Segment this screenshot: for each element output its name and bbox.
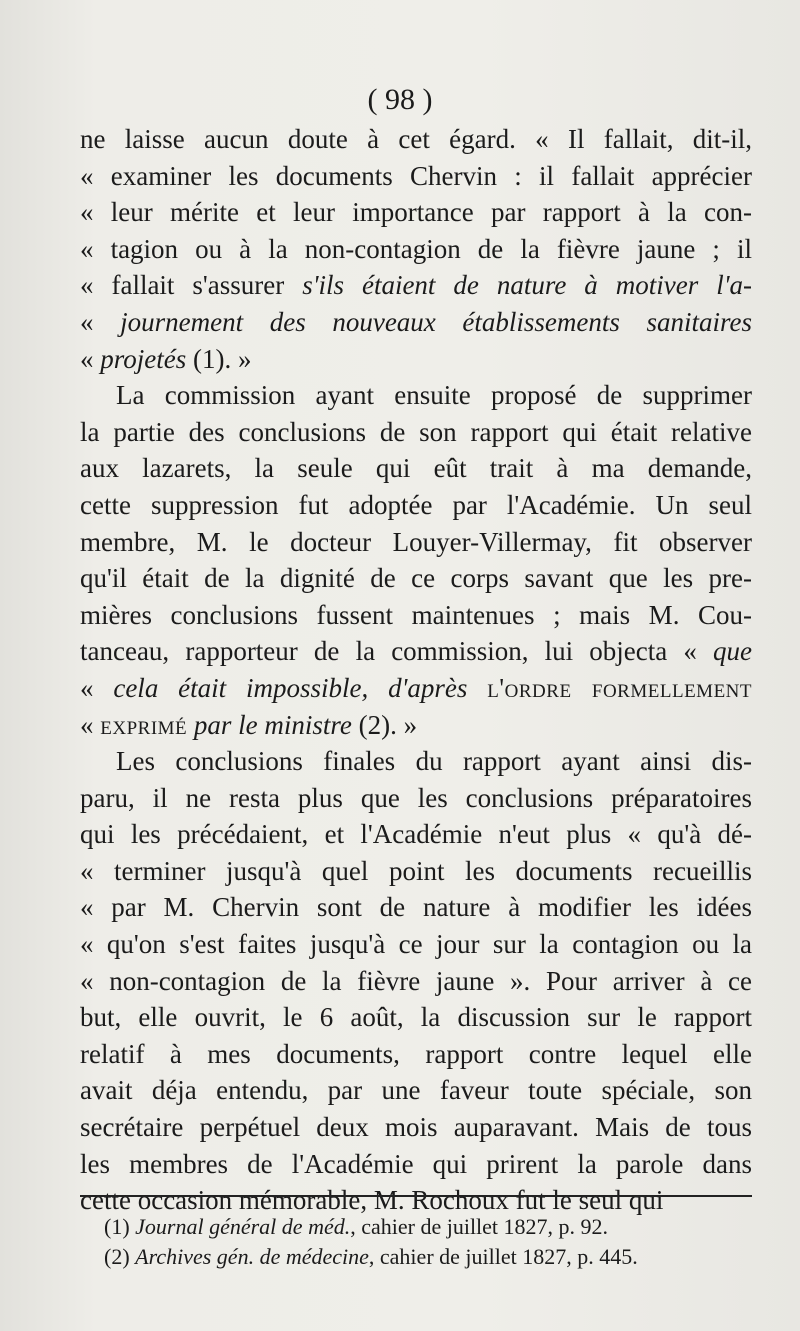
italic-span: journement des nouveaux établissements sanitaires	[120, 306, 752, 337]
text-line: avait déja entendu, par une faveur toute spéciale, son	[80, 1075, 752, 1106]
text-line: « examiner les documents Chervin : il fallait apprécier	[80, 160, 752, 191]
text-line: mières conclusions fussent maintenues ; mais M. Cou-	[80, 599, 752, 630]
text-line: membre, M. le docteur Louyer-Villermay, fit observer	[80, 526, 752, 557]
text-line: qu'il était de la dignité de ce corps savant que les pre-	[80, 563, 752, 594]
text-line: « leur mérite et leur importance par rapport à la con-	[80, 197, 752, 228]
text-line: « non-contagion de la fièvre jaune ». Pour arriver à ce	[80, 965, 752, 996]
text-line: cette suppression fut adoptée par l'Académie. Un seul	[80, 489, 752, 520]
text-line: les membres de l'Académie qui prirent la parole dans	[80, 1148, 752, 1179]
text-line: qui les précédaient, et l'Académie n'eut plus « qu'à dé-	[80, 819, 752, 850]
text-line: Les conclusions finales du rapport ayant ainsi dis-	[116, 746, 752, 777]
text-line: « projetés (1). »	[80, 343, 252, 374]
text-line: tanceau, rapporteur de la commission, lui objecta « que	[80, 636, 752, 667]
footnote: (1) Journal général de méd., cahier de juillet 1827, p. 92.	[104, 1214, 609, 1239]
text-line: La commission ayant ensuite proposé de supprimer	[116, 380, 752, 411]
text-line: « journement des nouveaux établissements sanitaires	[80, 306, 752, 337]
page-number: ( 98 )	[367, 83, 433, 116]
text-line: aux lazarets, la seule qui eût trait à ma demande,	[80, 453, 752, 484]
text-line: « exprimé par le ministre (2). »	[80, 709, 418, 740]
main-text	[80, 121, 752, 1219]
italic-span: Archives gén. de médecine	[135, 1244, 369, 1269]
text-line: secrétaire perpétuel deux mois auparavant. Mais de tous	[80, 1112, 752, 1143]
italic-span: cela était impossible, d'après	[113, 672, 468, 703]
small-caps-span: exprimé	[100, 709, 188, 740]
text-line: la partie des conclusions de son rapport qui était relative	[80, 416, 752, 447]
footnote: (2) Archives gén. de médecine, cahier de juillet 1827, p. 445.	[104, 1244, 638, 1269]
footnote-rule	[80, 1195, 752, 1197]
italic-span: par le ministre	[193, 709, 352, 740]
text-line: but, elle ouvrit, le 6 août, la discussion sur le rapport	[80, 1002, 752, 1033]
text-line: « terminer jusqu'à quel point les documents recueillis	[80, 855, 752, 886]
text-line: « tagion ou à la non-contagion de la fièvre jaune ; il	[80, 233, 752, 264]
footnotes	[104, 1212, 764, 1272]
text-line: ne laisse aucun doute à cet égard. « Il fallait, dit-il,	[80, 124, 752, 154]
text-line: « cela était impossible, d'après l'ordre formellement	[80, 672, 752, 703]
text-line: relatif à mes documents, rapport contre lequel elle	[80, 1038, 752, 1069]
italic-span: que	[713, 636, 752, 667]
text-line: paru, il ne resta plus que les conclusions préparatoires	[80, 782, 752, 813]
text-line: « par M. Chervin sont de nature à modifier les idées	[80, 892, 752, 923]
text-line: cette occasion mémorable, M. Rochoux fut le seul qui	[80, 1185, 664, 1216]
italic-span: projetés	[100, 343, 187, 374]
italic-span: s'ils étaient de nature à motiver l'a-	[302, 270, 752, 301]
italic-span: Journal général de méd.	[135, 1214, 351, 1239]
text-line: « qu'on s'est faites jusqu'à ce jour sur la contagion ou la	[80, 929, 752, 960]
small-caps-span: l'ordre formellement	[487, 672, 752, 703]
text-line: « fallait s'assurer s'ils étaient de nature à motiver l'a-	[80, 270, 752, 301]
